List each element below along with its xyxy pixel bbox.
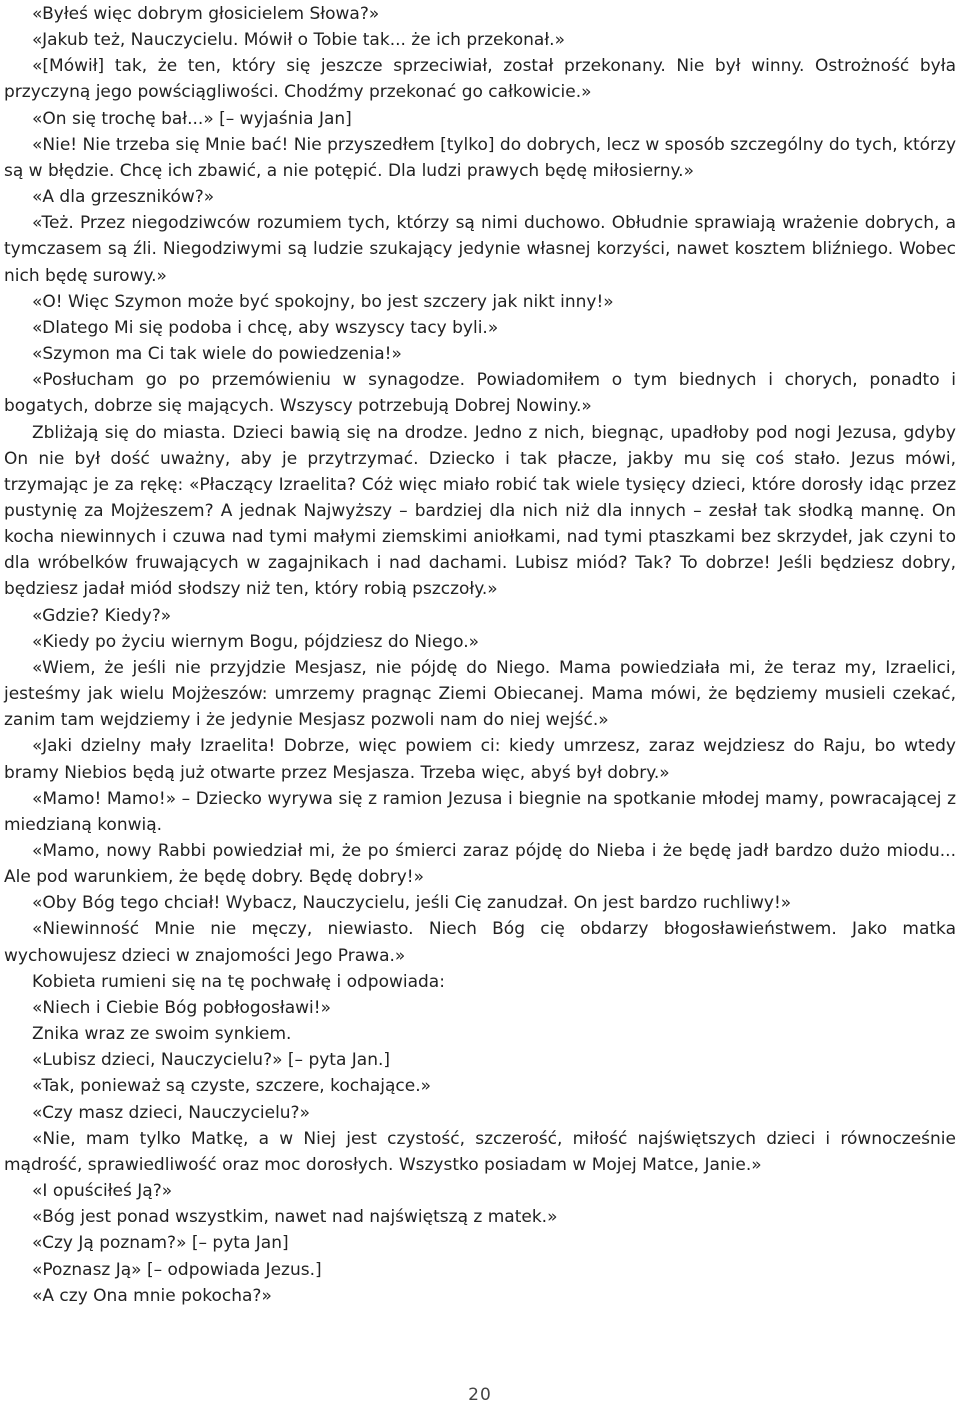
paragraph: «I opuściłeś Ją?»	[32, 1181, 173, 1202]
paragraph: «Gdzie? Kiedy?»	[32, 605, 172, 626]
paragraph: «Wiem, że jeśli nie przyjdzie Mesjasz, nie pójdę do Niego. Mama powiedziała mi, że teraz my, Izraelici, jesteśmy jak wielu Mojżeszów: umrzemy pragnąc Ziemi Obiecanej. Mama mówi, że będziemy musieli czekać, zanim tam wejdziemy i że jedynie Mesjasz pozwoli nam do niej wejść.»	[4, 657, 956, 731]
paragraph: «Mamo! Mamo!» – Dziecko wyrywa się z ramion Jezusa i biegnie na spotkanie młodej mamy, powracającej z miedzianą konwią.	[4, 788, 956, 835]
paragraph: «Nie! Nie trzeba się Mnie bać! Nie przyszedłem [tylko] do dobrych, lecz w sposób szczególny do tych, którzy są w błędzie. Chcę ich zbawić, a nie potępić. Dla ludzi prawych będę miłosierny.»	[4, 134, 956, 181]
paragraph: «Kiedy po życiu wiernym Bogu, pójdziesz do Niego.»	[32, 631, 480, 652]
paragraph: Znika wraz ze swoim synkiem.	[32, 1024, 292, 1045]
paragraph: «Lubisz dzieci, Nauczycielu?» [– pyta Jan.]	[32, 1050, 391, 1071]
paragraph: «Czy masz dzieci, Nauczycielu?»	[32, 1102, 310, 1123]
paragraph: «[Mówił] tak, że ten, który się jeszcze sprzeciwiał, został przekonany. Nie był winny. Ostrożność była przyczyną jego powściągliwości. Chodźmy przekonać go całkowicie.»	[4, 56, 956, 103]
paragraph: «Mamo, nowy Rabbi powiedział mi, że po śmierci zaraz pójdę do Nieba i że będę jadł bardzo dużo miodu... Ale pod warunkiem, że będę dobry. Będę dobry!»	[4, 841, 956, 888]
paragraph: «Bóg jest ponad wszystkim, nawet nad najświętszą z matek.»	[32, 1207, 558, 1228]
page-number: 20	[468, 1385, 492, 1405]
paragraph: «A dla grzeszników?»	[32, 187, 215, 208]
paragraph: Zbliżają się do miasta. Dzieci bawią się na drodze. Jedno z nich, biegnąc, upadłoby pod nogi Jezusa, gdyby On nie był dość uważny, aby je przytrzymać. Dziecko i tak płacze, jakby mu się coś stało. Jezus mówi, trzymając je za rękę: «Płaczący Izraelita? Cóż więc miało robić tak wiele tysięcy dzieci, które dorosły idąc przez pustynię za Mojżeszem? A jednak Najwyższy – bardziej dla nich niż dla innych – zesłał tak słodką mannę. On kocha niewinnych i czuwa nad tymi małymi ziemskimi aniołkami, nad tymi ptaszkami bez skrzydeł, jak czyni to dla wróbelków fruwających w zagajnikach i nad dachami. Lubisz miód? Tak? To dobrze! Jeśli będziesz dobry, będziesz jadał miód słodszy niż ten, który robią pszczoły.»	[4, 422, 956, 600]
paragraph: «Też. Przez niegodziwców rozumiem tych, którzy są nimi duchowo. Obłudnie sprawiają wrażenie dobrych, a tymczasem są źli. Niegodziwymi są ludzie szukający jedynie własnej korzyści, nawet kosztem bliźniego. Wobec nich będę surowy.»	[4, 213, 956, 286]
paragraph: «Nie, mam tylko Matkę, a w Niej jest czystość, szczerość, miłość najświętszych dzieci i równocześnie mądrość, sprawiedliwość oraz moc dorosłych. Wszystko posiadam w Mojej Matce, Janie.»	[4, 1128, 956, 1175]
paragraph: «Posłucham go po przemówieniu w synagodze. Powiadomiłem o tym biednych i chorych, ponadto i bogatych, dobrze się mających. Wszyscy potrzebują Dobrej Nowiny.»	[4, 370, 956, 417]
paragraph: «Czy Ją poznam?» [– pyta Jan]	[32, 1233, 289, 1254]
paragraph: «Jaki dzielny mały Izraelita! Dobrze, więc powiem ci: kiedy umrzesz, zaraz wejdziesz do Raju, bo wtedy bramy Niebios będą już otwarte przez Mesjasza. Trzeba więc, abyś był dobry.»	[4, 736, 956, 783]
paragraph: Kobieta rumieni się na tę pochwałę i odpowiada:	[32, 971, 445, 992]
paragraph: «O! Więc Szymon może być spokojny, bo jest szczery jak nikt inny!»	[32, 291, 614, 312]
paragraph: «Szymon ma Ci tak wiele do powiedzenia!»	[32, 344, 402, 365]
paragraph: «Niewinność Mnie nie męczy, niewiasto. Niech Bóg cię obdarzy błogosławieństwem. Jako matka wychowujesz dzieci w znajomości Jego Prawa.»	[4, 919, 956, 966]
paragraph: «Oby Bóg tego chciał! Wybacz, Nauczycielu, jeśli Cię zanudzał. On jest bardzo ruchliwy!»	[32, 893, 792, 914]
paragraph: «Jakub też, Nauczycielu. Mówił o Tobie tak... że ich przekonał.»	[32, 30, 565, 51]
paragraph: «On się trochę bał...» [– wyjaśnia Jan]	[32, 108, 352, 129]
paragraph: «Dlatego Mi się podoba i chcę, aby wszyscy tacy byli.»	[32, 317, 499, 338]
paragraph: «A czy Ona mnie pokocha?»	[32, 1285, 272, 1306]
paragraph: «Tak, ponieważ są czyste, szczere, kochające.»	[32, 1076, 432, 1097]
paragraph: «Byłeś więc dobrym głosicielem Słowa?»	[32, 4, 380, 24]
paragraph: «Niech i Ciebie Bóg pobłogosławi!»	[32, 997, 331, 1018]
paragraph: «Poznasz Ją» [– odpowiada Jezus.]	[32, 1259, 322, 1280]
